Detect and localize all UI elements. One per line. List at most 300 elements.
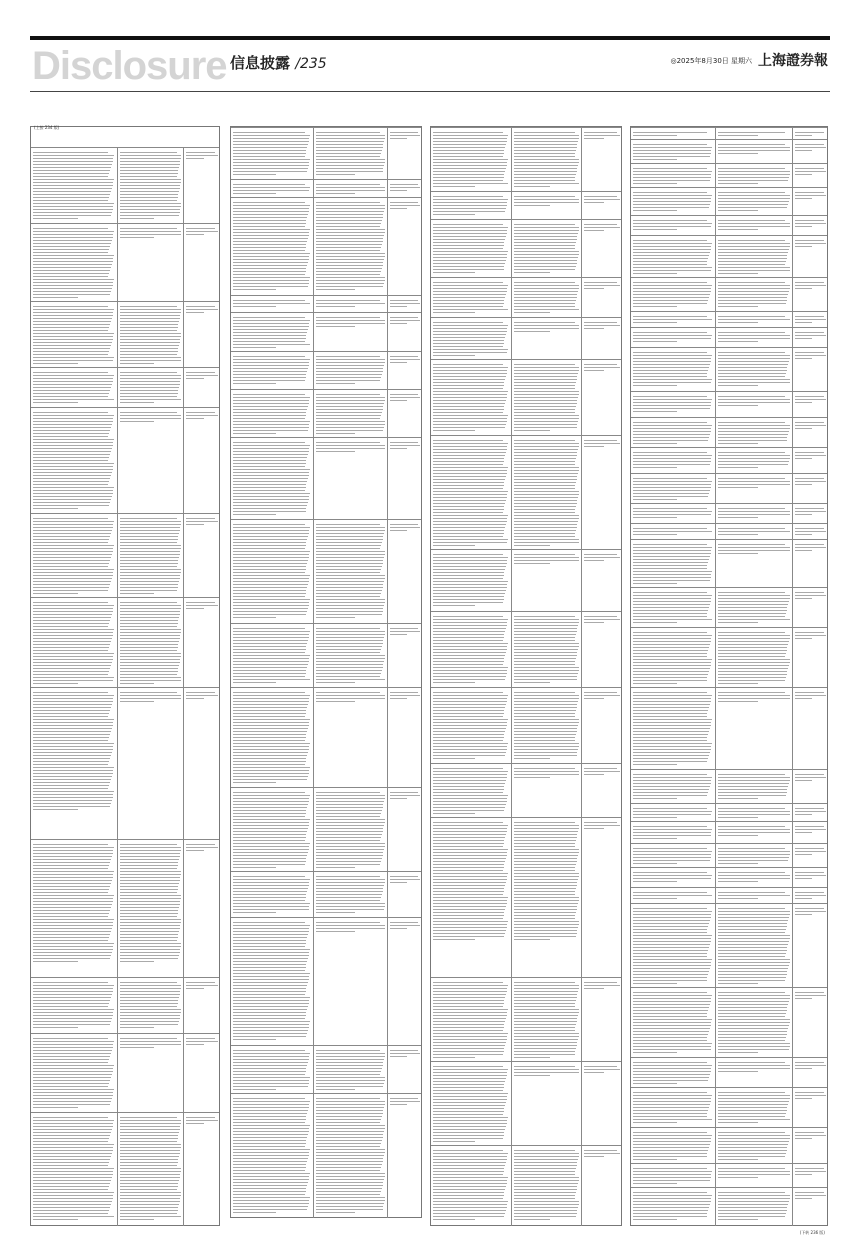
table-row	[631, 1057, 827, 1088]
table-row	[631, 215, 827, 236]
table-row	[431, 219, 621, 278]
table-cell	[792, 770, 828, 804]
table-cell	[631, 524, 715, 540]
table-cell	[31, 688, 117, 840]
continued-to-note: (下转 236 版)	[799, 1230, 825, 1235]
table-cell	[631, 418, 715, 448]
table-cell	[31, 224, 117, 302]
table-row	[231, 687, 421, 788]
table-cell	[581, 360, 622, 436]
table-cell	[313, 313, 388, 352]
table-cell	[581, 128, 622, 192]
table-cell	[313, 1046, 388, 1094]
table-cell	[117, 302, 184, 368]
table-cell	[511, 612, 582, 688]
table-row	[631, 887, 827, 904]
table-row	[631, 769, 827, 804]
table-cell	[581, 612, 622, 688]
table-cell	[715, 418, 793, 448]
table-row	[631, 391, 827, 418]
table-cell	[631, 822, 715, 844]
table-cell	[231, 128, 313, 180]
table-row	[31, 301, 219, 368]
table-row	[231, 197, 421, 296]
brand-logo: Disclosure	[32, 44, 227, 88]
table-cell	[231, 1094, 313, 1218]
table-cell	[715, 392, 793, 418]
table-row	[631, 417, 827, 448]
table-cell	[31, 514, 117, 598]
table-cell	[715, 888, 793, 904]
table-cell	[231, 872, 313, 918]
table-cell	[792, 1058, 828, 1088]
table-cell	[31, 368, 117, 408]
table-row	[231, 127, 421, 180]
table-cell	[631, 540, 715, 588]
table-cell	[313, 390, 388, 438]
table-cell	[511, 278, 582, 318]
table-cell	[231, 624, 313, 688]
table-row	[431, 977, 621, 1062]
table-cell	[183, 840, 220, 978]
table-cell	[792, 392, 828, 418]
table-cell	[231, 918, 313, 1046]
column-2	[230, 126, 422, 1218]
table-row	[31, 1112, 219, 1226]
table-cell	[715, 822, 793, 844]
table-row	[631, 903, 827, 988]
table-cell	[631, 628, 715, 688]
table-cell	[231, 198, 313, 296]
table-cell	[715, 988, 793, 1058]
table-cell	[792, 588, 828, 628]
table-cell	[387, 1046, 422, 1094]
table-cell	[792, 216, 828, 236]
table-cell	[183, 224, 220, 302]
table-cell	[231, 390, 313, 438]
table-cell	[715, 588, 793, 628]
table-cell	[631, 988, 715, 1058]
table-cell	[792, 822, 828, 844]
table-cell	[387, 296, 422, 313]
table-row	[631, 1163, 827, 1188]
table-cell	[431, 764, 511, 818]
table-row	[231, 871, 421, 918]
table-cell	[183, 688, 220, 840]
table-cell	[117, 1113, 184, 1226]
table-row	[631, 311, 827, 328]
table-cell	[581, 764, 622, 818]
table-cell	[511, 978, 582, 1062]
table-cell	[792, 328, 828, 348]
table-cell	[117, 514, 184, 598]
column-1	[30, 126, 220, 1226]
table-cell	[631, 504, 715, 524]
header-rule	[30, 91, 830, 92]
table-cell	[792, 888, 828, 904]
table-cell	[715, 278, 793, 312]
table-cell	[117, 224, 184, 302]
table-row	[631, 447, 827, 474]
table-cell	[183, 978, 220, 1034]
table-row	[231, 312, 421, 352]
table-cell	[313, 296, 388, 313]
table-cell	[431, 128, 511, 192]
table-cell	[792, 868, 828, 888]
table-cell	[792, 1164, 828, 1188]
table-cell	[715, 1164, 793, 1188]
table-row	[631, 163, 827, 188]
table-row	[631, 803, 827, 822]
table-row	[431, 317, 621, 360]
table-cell	[313, 180, 388, 198]
table-cell	[31, 978, 117, 1034]
table-cell	[631, 348, 715, 392]
table-cell	[631, 188, 715, 216]
table-row	[631, 187, 827, 216]
table-row	[231, 917, 421, 1046]
table-cell	[631, 588, 715, 628]
table-cell	[431, 1062, 511, 1146]
table-cell	[387, 788, 422, 872]
table-row	[31, 1033, 219, 1113]
table-row	[431, 687, 621, 764]
table-cell	[313, 872, 388, 918]
table-cell	[792, 1188, 828, 1226]
table-cell	[792, 448, 828, 474]
table-cell	[715, 504, 793, 524]
table-cell	[431, 278, 511, 318]
table-cell	[313, 688, 388, 788]
page-number: /235	[295, 56, 327, 72]
table-cell	[431, 360, 511, 436]
table-row	[31, 223, 219, 302]
table-row	[431, 763, 621, 818]
table-cell	[631, 770, 715, 804]
table-cell	[387, 198, 422, 296]
table-cell	[792, 140, 828, 164]
table-cell	[431, 436, 511, 550]
table-cell	[715, 524, 793, 540]
table-cell	[117, 978, 184, 1034]
table-cell	[231, 438, 313, 520]
table-cell	[631, 868, 715, 888]
table-cell	[117, 840, 184, 978]
table-row	[631, 1127, 827, 1164]
table-row	[631, 523, 827, 540]
table-cell	[631, 312, 715, 328]
table-row	[31, 147, 219, 224]
table-cell	[183, 368, 220, 408]
table-cell	[511, 436, 582, 550]
table-cell	[715, 688, 793, 770]
table-cell	[792, 628, 828, 688]
table-cell	[431, 550, 511, 612]
table-row	[631, 235, 827, 278]
table-row	[31, 839, 219, 978]
table-cell	[631, 844, 715, 868]
table-row	[231, 787, 421, 872]
table-row	[631, 1087, 827, 1128]
table-row	[631, 327, 827, 348]
table-cell	[792, 688, 828, 770]
table-cell	[31, 598, 117, 688]
newspaper-name: 上海證券報	[758, 53, 828, 69]
table-cell	[117, 688, 184, 840]
table-cell	[792, 236, 828, 278]
table-row	[431, 611, 621, 688]
table-cell	[631, 236, 715, 278]
table-cell	[631, 328, 715, 348]
table-row	[231, 351, 421, 390]
table-cell	[792, 524, 828, 540]
table-cell	[581, 978, 622, 1062]
table-cell	[117, 408, 184, 514]
table-row	[631, 539, 827, 588]
table-cell	[387, 128, 422, 180]
table-cell	[715, 844, 793, 868]
section-name: 信息披露	[230, 54, 291, 72]
table-row	[31, 407, 219, 514]
table-cell	[631, 448, 715, 474]
table-cell	[792, 504, 828, 524]
table-row	[231, 623, 421, 688]
masthead	[30, 44, 830, 90]
table-row	[231, 389, 421, 438]
table-row	[631, 503, 827, 524]
table-cell	[581, 1146, 622, 1226]
table-cell	[31, 1034, 117, 1113]
table-cell	[631, 392, 715, 418]
table-cell	[715, 236, 793, 278]
table-cell	[631, 216, 715, 236]
table-cell	[715, 540, 793, 588]
table-cell	[511, 192, 582, 220]
table-cell	[431, 978, 511, 1062]
table-cell	[313, 918, 388, 1046]
table-row	[631, 687, 827, 770]
table-row	[231, 519, 421, 624]
table-cell	[31, 1113, 117, 1226]
table-cell	[31, 840, 117, 978]
table-row	[31, 513, 219, 598]
table-cell	[792, 474, 828, 504]
table-cell	[792, 804, 828, 822]
table-cell	[387, 390, 422, 438]
table-row	[631, 627, 827, 688]
table-row	[431, 127, 621, 192]
table-row	[631, 473, 827, 504]
table-cell	[792, 988, 828, 1058]
table-cell	[387, 624, 422, 688]
table-cell	[715, 868, 793, 888]
dateline: ◎2025年8月30日 星期六	[670, 57, 752, 65]
table-cell	[581, 192, 622, 220]
table-cell	[631, 1088, 715, 1128]
table-row	[31, 687, 219, 840]
table-row	[631, 821, 827, 844]
column-4	[630, 126, 828, 1226]
table-cell	[511, 1062, 582, 1146]
table-cell	[511, 1146, 582, 1226]
table-cell	[31, 148, 117, 224]
table-row	[231, 1093, 421, 1218]
table-cell	[231, 788, 313, 872]
table-cell	[431, 318, 511, 360]
table-cell	[631, 1164, 715, 1188]
table-cell	[511, 764, 582, 818]
table-cell	[631, 888, 715, 904]
table-cell	[431, 612, 511, 688]
table-cell	[183, 598, 220, 688]
table-cell	[31, 408, 117, 514]
table-row	[431, 1061, 621, 1146]
table-row	[431, 1145, 621, 1226]
table-cell	[431, 818, 511, 978]
table-row	[631, 277, 827, 312]
table-cell	[581, 220, 622, 278]
table-cell	[511, 318, 582, 360]
table-cell	[387, 688, 422, 788]
table-row	[631, 987, 827, 1058]
table-cell	[715, 1188, 793, 1226]
table-row	[31, 597, 219, 688]
table-cell	[631, 688, 715, 770]
table-row	[631, 1187, 827, 1226]
table-cell	[313, 788, 388, 872]
table-cell	[715, 164, 793, 188]
table-cell	[715, 1088, 793, 1128]
table-cell	[792, 540, 828, 588]
table-row	[31, 977, 219, 1034]
table-row	[231, 179, 421, 198]
table-row	[431, 817, 621, 978]
table-cell	[431, 192, 511, 220]
table-cell	[792, 844, 828, 868]
table-cell	[581, 436, 622, 550]
table-row	[431, 191, 621, 220]
table-cell	[715, 312, 793, 328]
table-cell	[231, 296, 313, 313]
table-cell	[581, 318, 622, 360]
table-cell	[715, 474, 793, 504]
table-cell	[792, 418, 828, 448]
table-cell	[792, 312, 828, 328]
table-cell	[313, 1094, 388, 1218]
table-row	[231, 295, 421, 313]
table-row	[431, 435, 621, 550]
table-cell	[511, 688, 582, 764]
table-cell	[715, 770, 793, 804]
table-cell	[387, 313, 422, 352]
top-rule	[30, 36, 830, 40]
table-cell	[581, 278, 622, 318]
table-cell	[581, 550, 622, 612]
table-cell	[715, 804, 793, 822]
table-cell	[631, 474, 715, 504]
table-row	[231, 1045, 421, 1094]
continued-from-note: (上接 234 版)	[34, 125, 60, 130]
table-cell	[117, 1034, 184, 1113]
table-cell	[792, 1128, 828, 1164]
table-cell	[581, 1062, 622, 1146]
table-cell	[581, 688, 622, 764]
table-cell	[792, 1088, 828, 1128]
table-cell	[715, 188, 793, 216]
table-cell	[511, 818, 582, 978]
table-row	[431, 277, 621, 318]
table-cell	[715, 216, 793, 236]
table-cell	[792, 188, 828, 216]
table-cell	[387, 180, 422, 198]
table-row	[431, 359, 621, 436]
table-cell	[313, 520, 388, 624]
table-cell	[387, 520, 422, 624]
table-cell	[511, 360, 582, 436]
table-cell	[431, 688, 511, 764]
table-cell	[715, 328, 793, 348]
table-cell	[581, 818, 622, 978]
table-row	[31, 367, 219, 408]
table-cell	[715, 628, 793, 688]
table-cell	[792, 164, 828, 188]
table-cell	[511, 128, 582, 192]
table-cell	[183, 1034, 220, 1113]
table-cell	[231, 313, 313, 352]
table-cell	[183, 408, 220, 514]
table-cell	[183, 302, 220, 368]
section-title	[230, 52, 327, 73]
table-cell	[715, 448, 793, 474]
table-cell	[387, 872, 422, 918]
table-cell	[631, 1058, 715, 1088]
table-cell	[117, 598, 184, 688]
table-cell	[117, 148, 184, 224]
column-3	[430, 126, 622, 1226]
table-cell	[231, 520, 313, 624]
table-cell	[715, 1128, 793, 1164]
table-cell	[631, 140, 715, 164]
table-cell	[313, 624, 388, 688]
table-cell	[631, 164, 715, 188]
table-cell	[715, 1058, 793, 1088]
table-cell	[313, 128, 388, 180]
table-cell	[313, 352, 388, 390]
table-row	[231, 437, 421, 520]
table-cell	[715, 140, 793, 164]
table-cell	[183, 514, 220, 598]
table-cell	[387, 438, 422, 520]
table-cell	[792, 278, 828, 312]
table-row	[631, 139, 827, 164]
table-cell	[313, 198, 388, 296]
table-cell	[231, 688, 313, 788]
table-cell	[792, 348, 828, 392]
table-cell	[511, 220, 582, 278]
table-cell	[631, 1128, 715, 1164]
table-row	[631, 843, 827, 868]
table-cell	[631, 1188, 715, 1226]
table-cell	[231, 180, 313, 198]
table-cell	[183, 148, 220, 224]
table-cell	[231, 352, 313, 390]
date-text: 2025年8月30日 星期六	[676, 57, 752, 65]
table-cell	[313, 438, 388, 520]
table-row	[431, 549, 621, 612]
table-cell	[431, 1146, 511, 1226]
table-cell	[387, 352, 422, 390]
table-cell	[715, 904, 793, 988]
